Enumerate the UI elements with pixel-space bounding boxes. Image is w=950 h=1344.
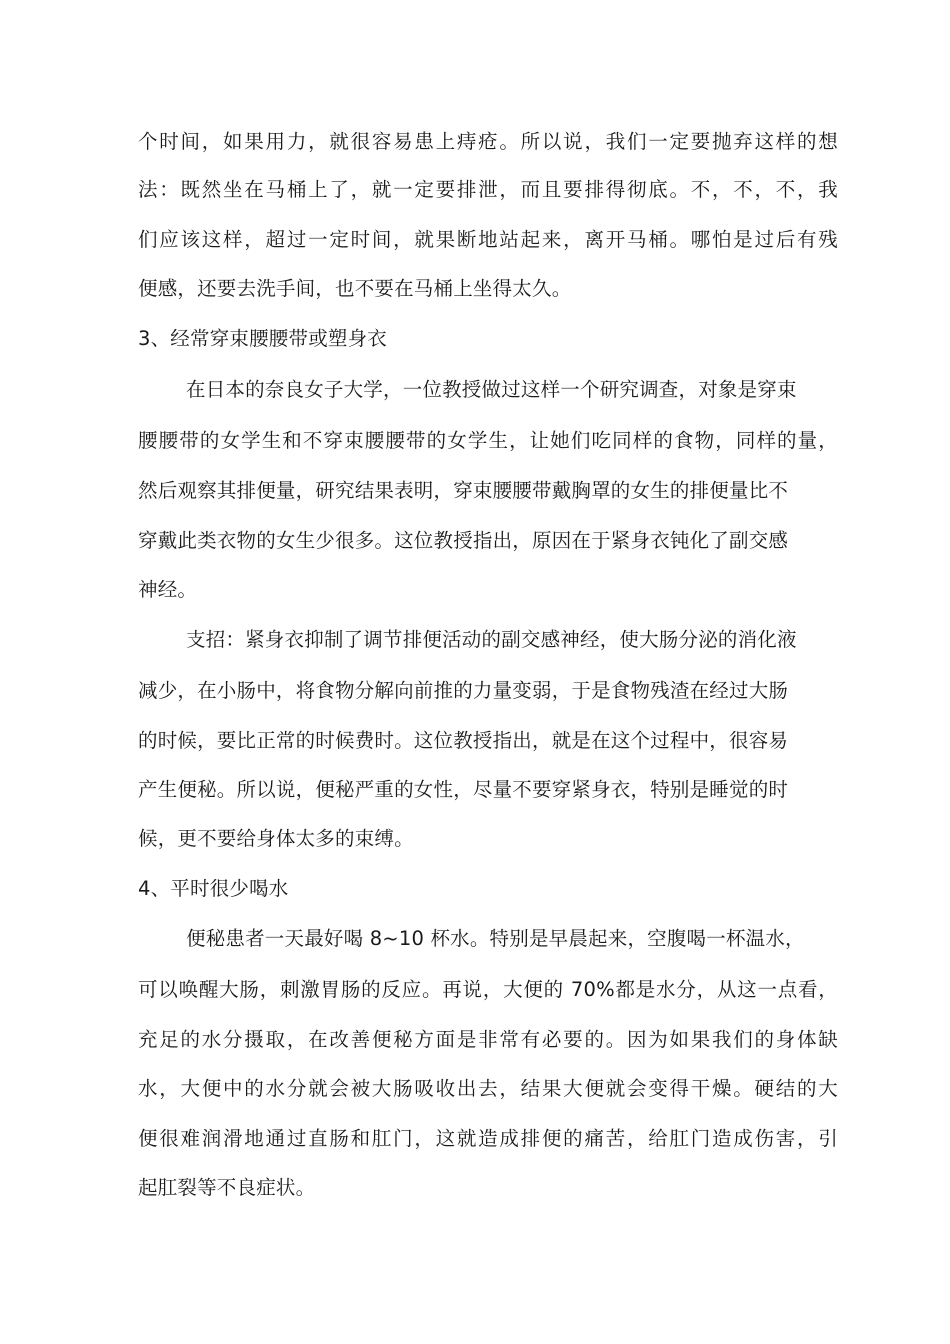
paragraph-line: 减少，在小肠中，将食物分解向前推的力量变弱，于是食物残渣在经过大肠 [138,679,789,702]
paragraph-line: 便感，还要去洗手间，也不要在马桶上坐得太久。 [138,277,572,300]
paragraph-line: 个时间，如果用力，就很容易患上痔疮。所以说，我们一定要抛弃这样的想 [138,130,838,153]
section-heading: 4、平时很少喝水 [138,877,289,900]
paragraph-line: 然后观察其排便量，研究结果表明，穿束腰腰带戴胸罩的女生的排便量比不 [138,479,789,502]
paragraph-line: 产生便秘。所以说，便秘严重的女性，尽量不要穿紧身衣，特别是睡觉的时 [138,778,789,801]
paragraph-line: 在日本的奈良女子大学，一位教授做过这样一个研究调查，对象是穿束 [186,378,797,401]
paragraph-line: 起肛裂等不良症状。 [138,1176,316,1199]
paragraph-line: 的时候，要比正常的时候费时。这位教授指出，就是在这个过程中，很容易 [138,729,789,752]
paragraph-line: 便秘患者一天最好喝 8~10 杯水。特别是早晨起来，空腹喝一杯温水， [186,927,805,950]
paragraph-line: 候，更不要给身体太多的束缚。 [138,827,414,850]
paragraph-line: 可以唤醒大肠，刺激胃肠的反应。再说，大便的 70%都是水分，从这一点看， [138,978,838,1001]
paragraph-line: 们应该这样，超过一定时间，就果断地站起来，离开马桶。哪怕是过后有残 [138,228,838,251]
paragraph-line: 便很难润滑地通过直肠和肛门，这就造成排便的痛苦，给肛门造成伤害，引 [138,1127,838,1150]
paragraph-line: 穿戴此类衣物的女生少很多。这位教授指出，原因在于紧身衣钝化了副交感 [138,529,789,552]
section-heading: 3、经常穿束腰腰带或塑身衣 [138,327,388,350]
paragraph-line: 腰腰带的女学生和不穿束腰腰带的女学生，让她们吃同样的食物，同样的量， [138,429,838,452]
paragraph-line: 水，大便中的水分就会被大肠吸收出去，结果大便就会变得干燥。硬结的大 [138,1077,838,1100]
paragraph-line: 法：既然坐在马桶上了，就一定要排泄，而且要排得彻底。不，不，不，我 [138,178,838,201]
paragraph-line: 充足的水分摄取，在改善便秘方面是非常有必要的。因为如果我们的身体缺 [138,1028,838,1051]
paragraph-line: 神经。 [138,578,198,601]
paragraph-line: 支招：紧身衣抑制了调节排便活动的副交感神经，使大肠分泌的消化液 [186,628,797,651]
